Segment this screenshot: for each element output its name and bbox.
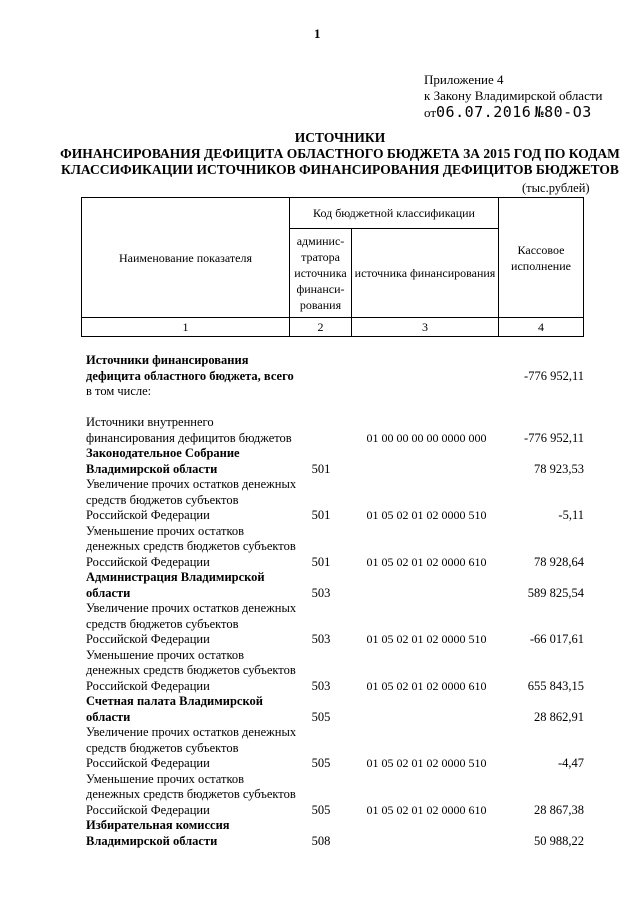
- title-line-1: ИСТОЧНИКИ: [294, 130, 386, 145]
- row-admin-code: 503: [311, 585, 331, 600]
- row-name-line: Администрация Владимирской: [86, 570, 265, 584]
- table-row: [0, 818, 640, 849]
- row-source-code: 01 05 02 01 02 0000 610: [366, 678, 487, 693]
- row-source-code: 01 05 02 01 02 0000 510: [366, 756, 487, 770]
- header-col-number: 2: [290, 318, 352, 337]
- document-title: [60, 130, 620, 178]
- row-admin-code: 505: [311, 709, 331, 724]
- row-name-line: денежных средств бюджетов субъектов: [86, 539, 296, 553]
- row-name-line: денежных средств бюджетов субъектов: [86, 663, 296, 677]
- row-source-code: 01 00 00 00 00 0000 000: [366, 430, 487, 445]
- header-execution: [499, 198, 584, 318]
- row-name: [86, 524, 302, 571]
- header-admin-line: источника: [294, 266, 347, 280]
- row-name-line: средств бюджетов субъектов: [86, 492, 239, 507]
- row-admin-code: 505: [311, 756, 331, 770]
- row-name-line: Уменьшение прочих остатков: [86, 647, 245, 662]
- table-row: [0, 601, 640, 648]
- row-name-line: области: [86, 709, 131, 724]
- row-name-line: денежных средств бюджетов субъектов: [86, 787, 296, 801]
- row-source-code: 01 05 02 01 02 0000 510: [366, 632, 487, 646]
- row-name-line: Источники внутреннего: [86, 415, 214, 429]
- row-name-line: Российской Федерации: [86, 508, 210, 522]
- row-name-line: Избирательная комиссия: [86, 818, 230, 832]
- row-name-line: Увеличение прочих остатков денежных: [86, 601, 297, 615]
- header-name: Наименование показателя: [82, 198, 290, 318]
- row-name-line: Российской Федерации: [86, 756, 210, 770]
- page-number: 1: [314, 26, 321, 41]
- row-name: [86, 415, 302, 446]
- row-name-line: Источники финансирования: [86, 353, 249, 367]
- row-name-line: финансирования дефицитов бюджетов: [86, 430, 292, 445]
- header-admin-line: тратора: [301, 250, 340, 264]
- row-amount: 28 862,91: [534, 709, 584, 724]
- header-execution-line: Кассовое: [517, 242, 565, 257]
- row-name-line: Увеличение прочих остатков денежных: [86, 477, 297, 491]
- row-name-line: Российской Федерации: [86, 802, 210, 817]
- appendix-date-line: [424, 104, 602, 121]
- row-amount: -4,47: [557, 756, 584, 770]
- row-amount: -776 952,11: [524, 430, 584, 445]
- row-name-line: Российской Федерации: [86, 632, 210, 646]
- header-admin-line: админис-: [296, 234, 345, 248]
- table-row: [0, 648, 640, 695]
- table-header: [81, 197, 584, 337]
- table-row: [0, 524, 640, 571]
- row-amount: 50 988,22: [534, 833, 584, 848]
- table-row: [0, 384, 640, 400]
- row-name: [86, 400, 302, 416]
- row-amount: -66 017,61: [529, 632, 584, 646]
- row-name-line: в том числе:: [86, 384, 152, 398]
- header-source: источника финансирования: [352, 229, 499, 318]
- row-admin-code: 505: [311, 802, 331, 817]
- row-name: [86, 694, 302, 725]
- appendix-number-sign: №: [534, 103, 545, 121]
- table-row: [0, 570, 640, 601]
- table-row: [0, 694, 640, 725]
- row-amount: 655 843,15: [527, 678, 584, 693]
- row-amount: -776 952,11: [524, 368, 584, 383]
- row-amount: -5,11: [558, 508, 584, 522]
- row-name: [86, 648, 302, 695]
- appendix-date: 06.07.2016: [436, 103, 532, 121]
- row-name: [86, 353, 302, 384]
- row-admin-code: 503: [311, 678, 331, 693]
- row-name-line: Российской Федерации: [86, 554, 210, 569]
- appendix-law: к Закону Владимирской области: [424, 88, 603, 103]
- row-name: [86, 601, 302, 648]
- header-code-group: Код бюджетной классификации: [290, 198, 499, 229]
- header-admin: [290, 229, 352, 318]
- row-name-line: дефицита областного бюджета, всего: [86, 368, 294, 383]
- table-body: [0, 353, 640, 849]
- title-line-3: КЛАССИФИКАЦИИ ИСТОЧНИКОВ ФИНАНСИРОВАНИЯ ДЕФИЦИТОВ БЮДЖЕТОВ: [61, 162, 619, 177]
- header-col-number: 1: [82, 318, 290, 337]
- table-row: [0, 415, 640, 446]
- row-admin-code: 501: [311, 554, 331, 569]
- row-name-line: Счетная палата Владимирской: [86, 694, 263, 708]
- header-col-number: 3: [352, 318, 499, 337]
- appendix-title: Приложение 4: [424, 72, 504, 87]
- row-amount: 78 928,64: [534, 554, 584, 569]
- row-admin-code: 501: [311, 461, 331, 476]
- header-col-number: 4: [499, 318, 584, 337]
- row-admin-code: 501: [311, 508, 331, 522]
- appendix-block: [424, 72, 602, 121]
- row-source-code: 01 05 02 01 02 0000 610: [366, 554, 487, 569]
- row-name-line: Уменьшение прочих остатков: [86, 523, 245, 538]
- row-amount: 78 923,53: [534, 461, 584, 476]
- appendix-number: 80-ОЗ: [544, 103, 592, 121]
- header-admin-line: финанси-: [296, 282, 345, 296]
- row-name-line: Уменьшение прочих остатков: [86, 771, 245, 786]
- table-row: [0, 477, 640, 524]
- row-amount: 28 867,38: [534, 802, 584, 817]
- row-admin-code: 508: [311, 833, 331, 848]
- title-line-2: ФИНАНСИРОВАНИЯ ДЕФИЦИТА ОБЛАСТНОГО БЮДЖЕТА ЗА 2015 ГОД ПО КОДАМ: [60, 146, 620, 161]
- appendix-from: от: [424, 105, 437, 120]
- row-name-line: средств бюджетов субъектов: [86, 740, 239, 755]
- table-row: [0, 772, 640, 819]
- row-name: [86, 446, 302, 477]
- row-name-line: Владимирской области: [86, 833, 218, 848]
- row-name: [86, 772, 302, 819]
- row-name: [86, 725, 302, 772]
- header-execution-line: исполнение: [511, 258, 571, 273]
- row-name: [86, 384, 302, 400]
- row-name-line: средств бюджетов субъектов: [86, 616, 239, 631]
- row-admin-code: 503: [311, 632, 331, 646]
- row-name: [86, 570, 302, 601]
- row-name-line: [86, 400, 302, 416]
- table-row: [0, 353, 640, 384]
- row-source-code: 01 05 02 01 02 0000 610: [366, 802, 487, 817]
- table-row: [0, 446, 640, 477]
- row-name-line: Увеличение прочих остатков денежных: [86, 725, 297, 739]
- table-row: [0, 725, 640, 772]
- units-label: (тыс.рублей): [522, 181, 590, 195]
- header-admin-line: рования: [299, 298, 342, 312]
- row-name-line: Владимирской области: [86, 461, 218, 476]
- row-name: [86, 818, 302, 849]
- row-name-line: Российской Федерации: [86, 678, 210, 693]
- table-row: [0, 400, 640, 416]
- row-name-line: области: [86, 585, 131, 600]
- row-amount: 589 825,54: [527, 585, 584, 600]
- row-name: [86, 477, 302, 524]
- row-source-code: 01 05 02 01 02 0000 510: [366, 508, 487, 522]
- row-name-line: Законодательное Собрание: [86, 446, 240, 460]
